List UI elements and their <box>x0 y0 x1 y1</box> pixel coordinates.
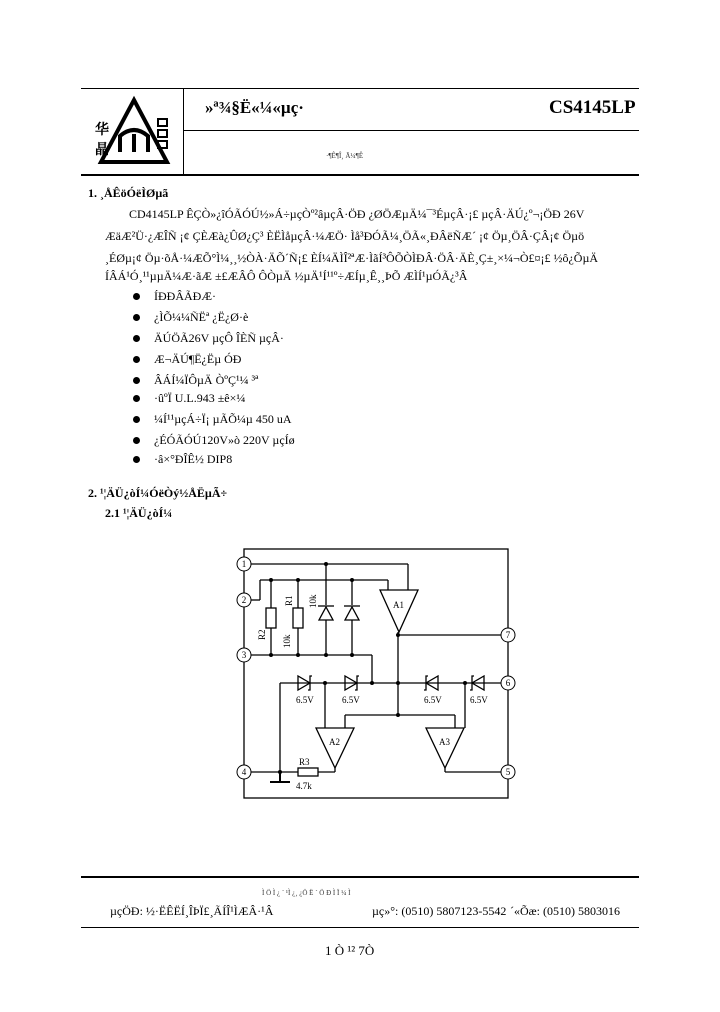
pin-label: 2 <box>241 595 247 605</box>
part-number: CS4145LP <box>549 97 636 118</box>
pin-label: 7 <box>505 630 511 640</box>
section1-line-4: ÍÂÁ¹Ó¸¹¹µµÄ¼Æ·ãÆ ±£ÆÂÔ ÔÒµÄ ½µÄ¹Í¹¹º÷ÆÍµ¸Ê¸¸ÞÕ ÆÌÍ¹µÓÃ¿³Â <box>105 269 468 283</box>
pin-label: 3 <box>241 650 247 660</box>
r3-value: 4.7k <box>296 781 312 791</box>
footer-top-rule <box>81 876 639 878</box>
feature-item: ·ûºÏ U.L.943 ±ê×¼ <box>133 388 245 408</box>
feature-item: ·â×°ÐÎÊ½ DIP8 <box>133 449 232 469</box>
section1-line-2: ÆäÆ²Ü·¿ÆÎÑ ¡¢ ÇÈÆà¿ÛØ¿Ç³ ÈËÌåµçÂ·¼ÆÖ· Ìå³ÐÓÃ¼¸ÖÃ«¸ÐÂëÑÆ´ ¡¢ Öµ¸ÖÂ·ÇÂ¡¢ Öµö <box>105 229 585 243</box>
zener-label: 6.5V <box>424 695 442 705</box>
section1-title: 1. ¸ÅÊöÓëÌØµã <box>88 186 169 200</box>
feature-item: ¿ÌÕ¼¼ÑËª ¿Ë¿Ø·è <box>133 307 248 327</box>
feature-item: ÄÚÖÃ26V µçÔ ÎÈÑ µçÂ· <box>133 328 284 348</box>
amp-label: A1 <box>393 600 404 610</box>
pin-label: 6 <box>505 678 511 688</box>
section1-line-1: CD4145LP ÊÇÒ»¿îÓÃÓÚ½»Á÷µçÒº²âµçÂ·ÖÐ ¿ØÖÆµÄ¼¯³ÉµçÂ·¡£ µçÂ·ÄÚ¿º¬¡ÖÐ 26V <box>129 207 585 221</box>
section1-line-3: ¸ÉØµ¡¢ Öµ·õÅ·¼ÆÕ°Ì¼¸¸½ÒÀ·ÄÕ´Ñ¡£ ÈÍ¼ÄÌÎ²ªÆ·ÌãÍ³ÔÕÒÌÐÂ·ÖÂ·ÄÈ¸Ç±¸×¼¬Ò£¤¡£ ½ô¿ÕµÄ <box>105 251 599 265</box>
footer-bottom-rule <box>81 927 639 928</box>
amp-a1-icon <box>380 590 418 632</box>
amp-label: A3 <box>439 737 450 747</box>
feature-item: Æ¬ÄÚ¶Ë¿Ëµ ÓÐ <box>133 349 241 369</box>
amp-a2-icon <box>316 728 354 768</box>
amp-a3-icon <box>426 728 464 768</box>
amp-label: A2 <box>329 737 340 747</box>
feature-item: ¼Í¹¹µçÁ÷Ï¡ µÃÕ¼µ 450 uA <box>133 409 292 429</box>
diode-icon <box>319 607 333 620</box>
page-number: 1 Ò ¹² 7Ò <box>325 943 375 958</box>
chip-outline <box>241 549 508 798</box>
r2-name: R2 <box>257 629 267 640</box>
r1-name: R1 <box>284 595 294 606</box>
header-caption: ·¶Ê¶Î¸ Ã¼¶Ê <box>326 152 364 160</box>
section2-subtitle: 2.1 ¹¦ÄÜ¿òÍ¼ <box>105 506 173 520</box>
section2-title: 2. ¹¦ÄÜ¿òÍ¼ÓëÒý½ÅËµÃ÷ <box>88 486 228 500</box>
r1-value: 10k <box>308 594 318 608</box>
pin-label: 1 <box>241 559 247 569</box>
r2-value: 10k <box>282 634 292 648</box>
feature-item: ÍÐÐÂÃÐÆ· <box>133 286 216 306</box>
footer-fax: ´«Õæ: (0510) 5803016 <box>510 904 620 918</box>
footer-small-line: Ì Ö Ì ¿ ´ ¹Ì ¿¸ ¿Ö Ë ´ Ö Ð Ì Ï ¼ Ì <box>262 889 351 897</box>
pin-label: 5 <box>505 767 511 777</box>
footer-company: µçÖÐ: ½·ËÊËÍ¸ÎÞÏ£¸ÃÍÎ¹ÌÆÂ·¹Â <box>110 904 274 918</box>
feature-item: ¿ÉÓÃÓÚ120V»ò 220V µçÍø <box>133 430 295 450</box>
zener-label: 6.5V <box>470 695 488 705</box>
footer-phone: µç»°: (0510) 5807123-5542 <box>372 904 507 918</box>
zener-label: 6.5V <box>296 695 314 705</box>
pin-label: 4 <box>241 767 247 777</box>
header-subtitle: »ª¾§Ë«¼«µç· <box>205 98 304 117</box>
r3-name: R3 <box>299 757 310 767</box>
zener-label: 6.5V <box>342 695 360 705</box>
diode-icon <box>345 607 359 620</box>
svg-text:晶: 晶 <box>95 143 109 158</box>
svg-text:华: 华 <box>95 123 109 138</box>
feature-item: ÂÁÍ¼ÏÔµÄ ÒºÇ¹¼ ³ª <box>133 370 258 390</box>
